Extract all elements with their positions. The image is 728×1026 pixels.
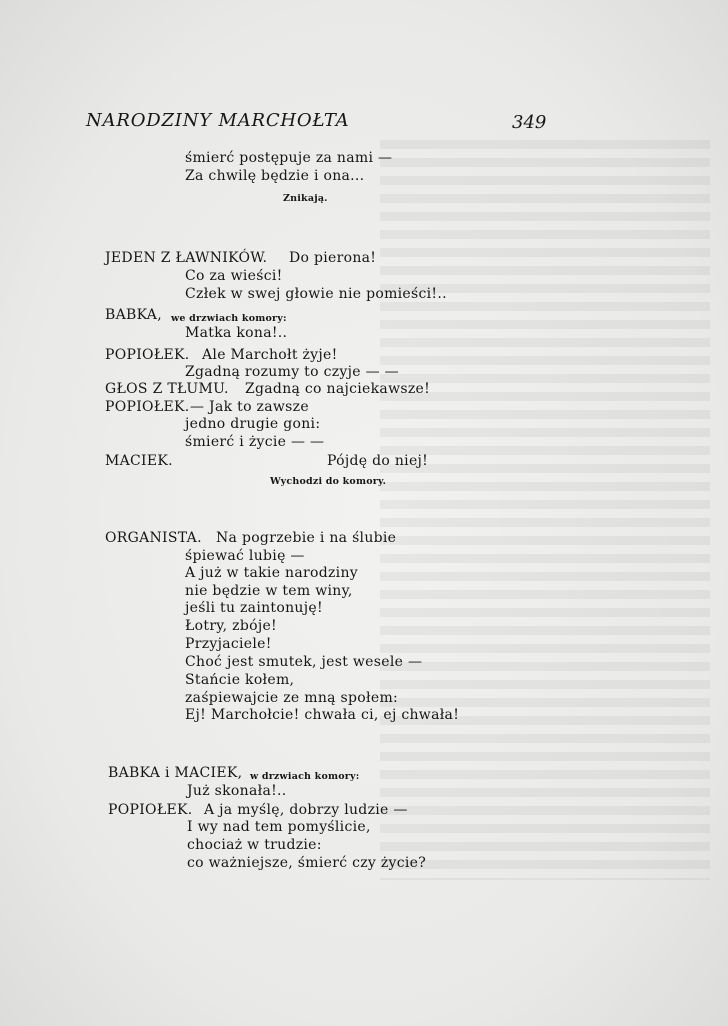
verse-line: chociaż w trudzie:	[187, 837, 322, 853]
stage-direction: we drzwiach komory:	[171, 313, 287, 324]
verse-line: Już skonała!..	[187, 783, 287, 799]
verse-line: — Jak to zawsze	[190, 399, 309, 415]
verse-line: Do pierona!	[289, 250, 377, 266]
verse-line: Za chwilę będzie i ona...	[185, 168, 365, 184]
speaker-name: POPIOŁEK.	[105, 399, 190, 415]
verse-line: śmierć i życie — —	[185, 434, 325, 450]
verse-line: Ale Marchołt żyje!	[202, 347, 338, 363]
verse-line: A ja myślę, dobrzy ludzie —	[204, 802, 408, 818]
verse-line: A już w takie narodziny	[185, 565, 358, 581]
verse-line: jeśli tu zaintonuję!	[185, 600, 323, 616]
speaker-name: BABKA i MACIEK,	[108, 765, 243, 781]
speaker-name: POPIOŁEK.	[105, 347, 190, 363]
verse-line: Choć jest smutek, jest wesele —	[185, 654, 423, 670]
speaker-name: GŁOS Z TŁUMU.	[105, 381, 229, 397]
bleed-through-text	[380, 140, 710, 880]
verse-line: zaśpiewajcie ze mną społem:	[185, 690, 399, 706]
verse-line: Stańcie kołem,	[185, 672, 295, 688]
running-header-title: NARODZINY MARCHOŁTA	[86, 110, 350, 131]
speaker-name: BABKA,	[105, 307, 162, 323]
stage-direction: Wychodzi do komory.	[270, 476, 387, 487]
verse-line: Zgadną rozumy to czyje — —	[185, 364, 399, 380]
speaker-name: JEDEN Z ŁAWNIKÓW.	[105, 250, 268, 266]
speaker-name: ORGANISTA.	[105, 530, 202, 546]
verse-line: Ej! Marchołcie! chwała ci, ej chwała!	[185, 707, 460, 723]
verse-line: Pójdę do niej!	[327, 453, 429, 469]
stage-direction: w drzwiach komory:	[250, 771, 360, 782]
verse-line: Na pogrzebie i na ślubie	[216, 530, 397, 546]
stage-direction: Znikają.	[283, 193, 328, 204]
verse-line: jedno drugie goni:	[185, 416, 321, 432]
verse-line: Co za wieści!	[185, 268, 283, 284]
verse-line: Matka kona!..	[185, 325, 288, 341]
verse-line: śpiewać lubię —	[185, 548, 305, 564]
verse-line: Przyjaciele!	[185, 636, 272, 652]
verse-line: Zgadną co najciekawsze!	[245, 381, 431, 397]
verse-line: I wy nad tem pomyślicie,	[187, 819, 371, 835]
speaker-name: POPIOŁEK.	[108, 802, 193, 818]
page-number: 349	[512, 112, 547, 133]
verse-line: śmierć postępuje za nami —	[185, 150, 393, 166]
verse-line: co ważniejsze, śmierć czy życie?	[187, 855, 427, 871]
speaker-name: MACIEK.	[105, 453, 173, 469]
verse-line: Człek w swej głowie nie pomieści!..	[185, 286, 447, 302]
verse-line: nie będzie w tem winy,	[185, 583, 353, 599]
verse-line: Łotry, zbóje!	[185, 618, 277, 634]
